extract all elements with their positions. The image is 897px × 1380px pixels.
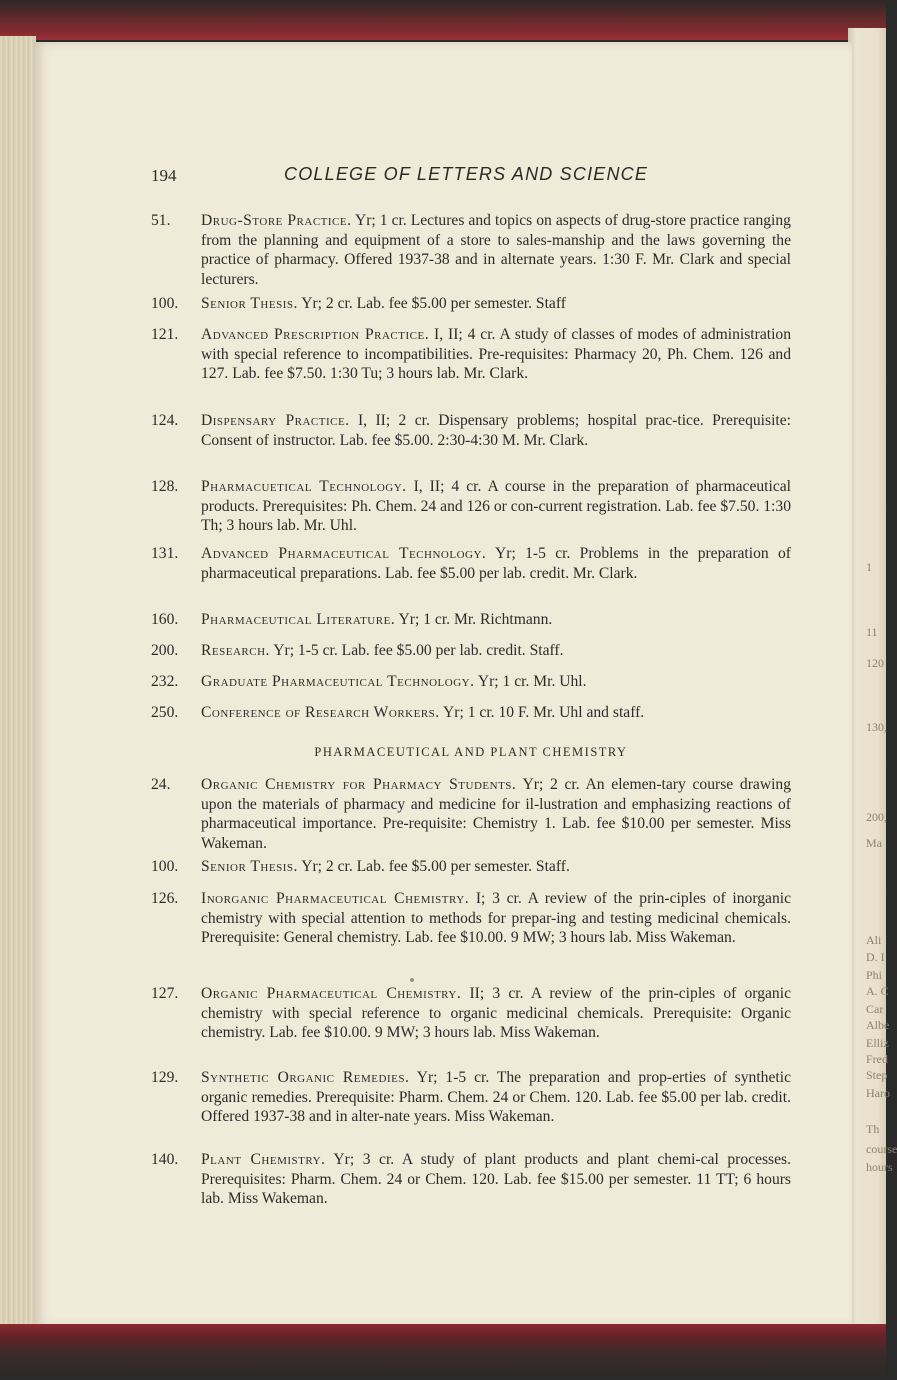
course-text: II; 3 cr. A review of the prin-ciples of organic chemistry with special reference to organic medicinal chemicals. Prerequisite: Organic chemistry. Lab. fee $10.00. 9 MW; 3 hours lab. Miss Wakeman. [201,985,791,1041]
course-description [201,984,791,1043]
course-entry [151,1068,791,1127]
course-number: 100. [151,295,179,312]
course-text: Yr; 3 cr. A study of plant products and plant chemi-cal processes. Prerequisites: Pharm. Chem. 24 or Chem. 120. Lab. fee $15.00 per semester. 11 TT; 6 hours lab. Miss Wakeman. [201,1151,791,1207]
course-description [201,477,791,536]
bleed-fragment: course [866,1142,897,1156]
course-entry [151,889,791,948]
course-number: 124. [151,412,179,429]
course-description [201,672,791,692]
bleed-fragment: 1 [866,560,872,574]
course-text: Yr; 1 cr. Lectures and topics on aspects of drug-store practice ranging from the planning and equipment of a store to sales-manship and the laws governing the practice of pharmacy. Offered 1937-38 and in alternate years. 1:30 F. Mr. Clark and special lecturers. [201,212,791,288]
course-title: Conference of Research Workers. [201,704,440,721]
bleed-fragment: 200, [866,810,887,824]
course-title: Plant Chemistry. [201,1151,326,1168]
course-number: 250. [151,704,179,721]
course-text: I, II; 4 cr. A course in the preparation of pharmaceutical products. Prerequisites: Ph. Chem. 24 and 126 or con-current registration. Lab. fee $7.50. 1:30 Th; 3 hours lab. Mr. Uhl. [201,478,791,534]
course-text: Yr; 1-5 cr. Problems in the preparation of pharmaceutical preparations. Lab. fee $5.00 per lab. credit. Mr. Clark. [201,545,791,582]
course-title: Senior Thesis. [201,295,298,312]
course-title: Senior Thesis. [201,858,298,875]
course-number: 126. [151,890,179,907]
course-number: 160. [151,611,179,628]
course-entry [151,1150,791,1209]
course-description [201,641,791,661]
course-description [201,857,791,877]
page-header [151,166,791,196]
course-entry [151,411,791,450]
course-title: Organic Pharmaceutical Chemistry. [201,985,462,1002]
course-text: I, II; 2 cr. Dispensary problems; hospital prac-tice. Prerequisite: Consent of instructor. Lab. fee $5.00. 2:30-4:30 M. Mr. Clark. [201,412,791,449]
course-text: I; 3 cr. A review of the prin-ciples of inorganic chemistry with special attention to methods for prepar-ing and testing medicinal chemicals. Prerequisite: General chemistry. Lab. fee $10.00. 9 MW; 3 hours lab. Miss Wakeman. [201,890,791,946]
pencil-mark [410,978,414,982]
page-number: 194 [151,166,177,185]
course-number: 232. [151,673,179,690]
course-description [201,1068,791,1127]
bleed-fragment: Albe [866,1018,890,1032]
bleed-fragment: Fred [866,1052,888,1066]
course-text: Yr; 2 cr. An elemen-tary course drawing upon the materials of pharmacy and medicine for il-lustration and emphasizing reactions of pharmaceutical importance. Pre-requisite: Chemistry 1. Lab. fee $10.00 per semester. Miss Wakeman. [201,776,792,852]
course-number: 128. [151,478,179,495]
bleed-fragment: A. C [866,984,889,998]
course-text: Yr; 1-5 cr. Lab. fee $5.00 per lab. credit. Staff. [273,642,564,659]
course-number: 140. [151,1151,179,1168]
course-title: Graduate Pharmaceutical Technology. [201,673,475,690]
course-entry [151,984,791,1043]
course-entry [151,544,791,583]
course-number: 51. [151,212,171,229]
course-entry [151,641,791,661]
page-stack-left [0,36,36,1326]
course-entry [151,610,791,630]
course-title: Advanced Prescription Practice. [201,326,430,343]
course-text: I, II; 4 cr. A study of classes of modes of administration with special reference to incompatibilities. Pre-requisites: Pharmacy 20, Ph. Chem. 126 and 127. Lab. fee $7.50. 1:30 Tu; 3 hours lab. Mr. Clark. [201,326,791,382]
bleed-fragment: Ma [866,836,882,850]
course-text: Yr; 1 cr. 10 F. Mr. Uhl and staff. [443,704,645,721]
section-heading: PHARMACEUTICAL AND PLANT CHEMISTRY [314,745,628,759]
course-number: 129. [151,1069,179,1086]
course-description [201,411,791,450]
course-title: Organic Chemistry for Pharmacy Students. [201,776,517,793]
bleed-fragment: Step [866,1068,888,1082]
bleed-fragment: 130, [866,720,887,734]
book-cover-top [0,0,886,40]
course-number: 131. [151,545,179,562]
running-head: COLLEGE OF LETTERS AND SCIENCE [284,164,649,184]
bleed-fragment: hours [866,1160,893,1174]
course-title: Pharmaceutical Literature. [201,611,396,628]
course-description [201,211,791,289]
course-text: Yr; 1 cr. Mr. Uhl. [477,673,587,690]
course-title: Pharmacuetical Technology. [201,478,407,495]
bleed-fragment: Haro [866,1086,890,1100]
course-entry [151,775,791,853]
course-entry [151,857,791,877]
course-title: Inorganic Pharmaceutical Chemistry. [201,890,470,907]
course-entry [151,477,791,536]
course-description [201,889,791,948]
bleed-fragment: Elliz [866,1036,889,1050]
course-entry [151,211,791,289]
course-title: Drug-Store Practice. [201,212,352,229]
course-description [201,703,791,723]
course-text: Yr; 1 cr. Mr. Richtmann. [398,611,553,628]
course-title: Synthetic Organic Remedies. [201,1069,410,1086]
course-text: Yr; 2 cr. Lab. fee $5.00 per semester. Staff. [301,858,570,875]
bleed-fragment: 11 [866,625,878,639]
course-text: Yr; 1-5 cr. The preparation and prop-erties of synthetic organic remedies. Prerequisite: Pharm. Chem. 24 or Chem. 120. Lab. fee $5.00 per lab. credit. Offered 1937-38 and in alter-nate years. Miss Wakeman. [201,1069,791,1125]
bleed-fragment: Th [866,1122,880,1136]
bleed-fragment: D. I [866,950,885,964]
course-title: Research. [201,642,270,659]
course-number: 121. [151,326,179,343]
course-number: 200. [151,642,179,659]
course-description [201,610,791,630]
course-description [201,1150,791,1209]
course-title: Dispensary Practice. [201,412,350,429]
bleed-fragment: Phi [866,968,883,982]
course-description [201,544,791,583]
bleed-fragment: Car [866,1002,884,1016]
course-text: Yr; 2 cr. Lab. fee $5.00 per semester. Staff [301,295,566,312]
course-description [201,775,791,853]
course-title: Advanced Pharmaceutical Technology. [201,545,487,562]
course-number: 24. [151,776,171,793]
course-number: 100. [151,858,179,875]
course-entry [151,325,791,384]
course-description [201,294,791,314]
course-description [201,325,791,384]
course-entry [151,294,791,314]
bleed-fragment: 120 [866,656,884,670]
book-cover-bottom [0,1324,886,1380]
course-entry [151,672,791,692]
course-number: 127. [151,985,179,1002]
course-entry [151,703,791,723]
bleed-fragment: Ali [866,933,882,947]
